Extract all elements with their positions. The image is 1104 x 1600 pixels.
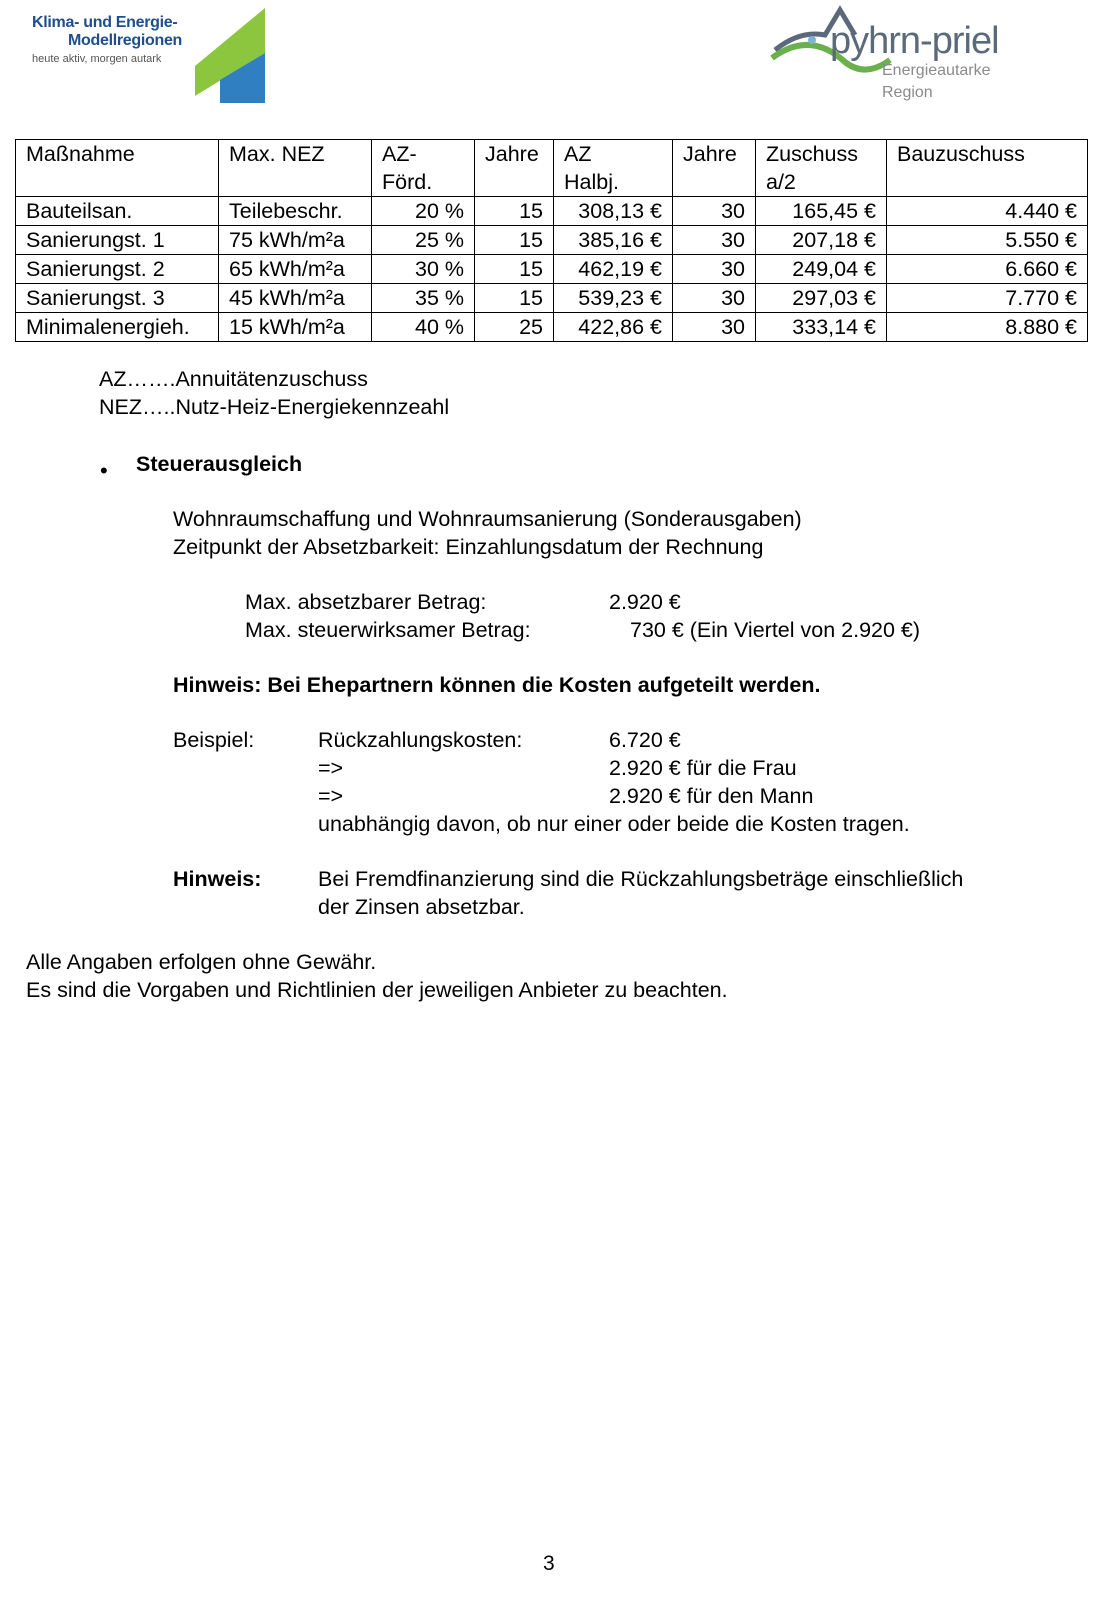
logo-left-line1: Klima- und Energie- (32, 14, 178, 31)
table-cell: 25 (475, 313, 554, 342)
table-cell: 15 kWh/m²a (219, 313, 372, 342)
table-cell: 30 (673, 197, 756, 226)
table-cell: Minimalenergieh. (16, 313, 219, 342)
arrow-1: => (318, 756, 344, 780)
section-line2: Zeitpunkt der Absetzbarkeit: Einzahlungsdatum der Rechnung (173, 535, 764, 559)
table-cell: 7.770 € (887, 284, 1088, 313)
table-cell: 207,18 € (756, 226, 887, 255)
disclaimer-line1: Alle Angaben erfolgen ohne Gewähr. (26, 950, 377, 974)
table-cell: 539,23 € (554, 284, 673, 313)
table-cell: 4.440 € (887, 197, 1088, 226)
col-header-az-halbj: AZ Halbj. (554, 140, 673, 197)
table-cell: 8.880 € (887, 313, 1088, 342)
legend-nez: NEZ…..Nutz-Heiz-Energiekennzeahl (99, 395, 450, 419)
table-cell: Sanierungst. 3 (16, 284, 219, 313)
table-cell: 15 (475, 226, 554, 255)
table-cell: 333,14 € (756, 313, 887, 342)
example-label: Beispiel: (173, 728, 255, 752)
table-cell: 30 (673, 255, 756, 284)
hint2-line2: der Zinsen absetzbar. (318, 895, 525, 919)
max-value-2: 730 € (Ein Viertel von 2.920 €) (630, 618, 921, 642)
example-cost-value: 6.720 € (609, 728, 681, 752)
klima-energie-logo (30, 8, 280, 106)
bullet-icon: • (100, 458, 108, 483)
table-row (16, 197, 1088, 226)
table-cell: 75 kWh/m²a (219, 226, 372, 255)
col-header-jahre-2: Jahre (673, 140, 756, 197)
table-cell: 5.550 € (887, 226, 1088, 255)
pyhrn-priel-logo (770, 0, 1020, 110)
table-row (16, 284, 1088, 313)
hint2-label: Hinweis: (173, 867, 262, 891)
logo-right-sub1: Energieautarke (882, 62, 991, 79)
table-cell: 15 (475, 255, 554, 284)
table-cell: Bauteilsan. (16, 197, 219, 226)
col-header-bauzuschuss: Bauzuschuss (887, 140, 1088, 197)
table-row (16, 255, 1088, 284)
table-cell: 65 kWh/m²a (219, 255, 372, 284)
table-row (16, 226, 1088, 255)
table-cell: 462,19 € (554, 255, 673, 284)
subsidy-table (15, 139, 1088, 342)
logo-left-shape-icon (190, 8, 270, 106)
col-header-az-foerd: AZ- Förd. (372, 140, 475, 197)
logo-right-sub2: Region (882, 84, 933, 101)
arrow-2: => (318, 784, 344, 808)
table-cell: 385,16 € (554, 226, 673, 255)
table-cell: 25 % (372, 226, 475, 255)
max-value-1: 2.920 € (609, 590, 681, 614)
table-cell: 308,13 € (554, 197, 673, 226)
table-cell: 15 (475, 197, 554, 226)
split-1: 2.920 € für die Frau (609, 756, 797, 780)
table-cell: Sanierungst. 2 (16, 255, 219, 284)
independent-note: unabhängig davon, ob nur einer oder beide die Kosten tragen. (318, 812, 910, 836)
page-number: 3 (543, 1552, 555, 1575)
table-cell: 30 % (372, 255, 475, 284)
table-row (16, 313, 1088, 342)
col-header-jahre-1: Jahre (475, 140, 554, 197)
table-cell: 6.660 € (887, 255, 1088, 284)
table-cell: 422,86 € (554, 313, 673, 342)
table-cell: 15 (475, 284, 554, 313)
disclaimer-line2: Es sind die Vorgaben und Richtlinien der jeweiligen Anbieter zu beachten. (26, 978, 728, 1002)
col-header-zuschuss: Zuschuss a/2 (756, 140, 887, 197)
table-cell: 30 (673, 226, 756, 255)
table-cell: 20 % (372, 197, 475, 226)
table-cell: 297,03 € (756, 284, 887, 313)
table-cell: 35 % (372, 284, 475, 313)
hint-spouses: Hinweis: Bei Ehepartnern können die Kosten aufgeteilt werden. (173, 673, 821, 697)
legend-az: AZ…….Annuitätenzuschuss (99, 367, 368, 391)
table-cell: 45 kWh/m²a (219, 284, 372, 313)
table-cell: 249,04 € (756, 255, 887, 284)
split-2: 2.920 € für den Mann (609, 784, 814, 808)
table-cell: Teilebeschr. (219, 197, 372, 226)
logo-right-brand: pyhrn-priel (830, 20, 999, 62)
table-header-row (16, 140, 1088, 197)
max-label-2: Max. steuerwirksamer Betrag: (245, 618, 531, 642)
max-label-1: Max. absetzbarer Betrag: (245, 590, 487, 614)
logo-left-line3: heute aktiv, morgen autark (32, 53, 162, 65)
table-cell: 40 % (372, 313, 475, 342)
table-cell: 30 (673, 284, 756, 313)
table-cell: 165,45 € (756, 197, 887, 226)
table-cell: 30 (673, 313, 756, 342)
example-cost-label: Rückzahlungskosten: (318, 728, 523, 752)
section-title: Steuerausgleich (136, 452, 303, 476)
table-cell: Sanierungst. 1 (16, 226, 219, 255)
hint2-line1: Bei Fremdfinanzierung sind die Rückzahlungsbeträge einschließlich (318, 867, 964, 891)
col-header-massnahme: Maßnahme (16, 140, 219, 197)
logo-left-line2: Modellregionen (68, 32, 183, 49)
section-line1: Wohnraumschaffung und Wohnraumsanierung (Sonderausgaben) (173, 507, 802, 531)
col-header-max-nez: Max. NEZ (219, 140, 372, 197)
